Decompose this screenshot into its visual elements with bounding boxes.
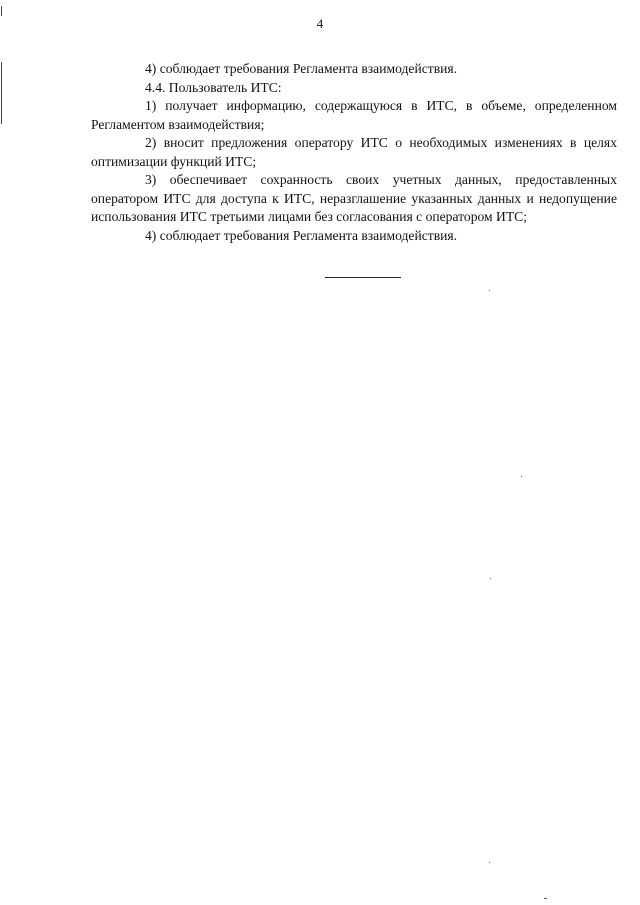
scan-artifact-dot	[490, 578, 491, 579]
document-body	[91, 60, 617, 245]
paragraph-item-4-compliance: 4) соблюдает требования Регламента взаимодействия.	[145, 61, 458, 76]
scan-artifact-left-top	[1, 6, 2, 16]
end-divider-line	[325, 277, 401, 278]
scan-artifact-dot	[521, 476, 522, 477]
paragraph-item-2-proposals: 2) вносит предложения оператору ИТС о необходимых изменениях в целях оптимизации функций ИТС;	[91, 135, 617, 169]
scan-artifact-dot	[489, 290, 490, 291]
scan-artifact-left-mid	[1, 62, 2, 124]
scan-artifact-dot	[489, 862, 490, 863]
paragraph-item-4-compliance-final: 4) соблюдает требования Регламента взаимодействия.	[145, 227, 458, 243]
scan-artifact-dot	[544, 898, 547, 899]
page-number: 4	[316, 16, 324, 31]
paragraph-item-1-receives-info: 1) получает информацию, содержащуюся в ИТС, в объеме, определенном Регламентом взаимодействия;	[91, 98, 617, 132]
section-heading-4-4: 4.4. Пользователь ИТС:	[145, 79, 282, 95]
paragraph-item-3-credentials: 3) обеспечивает сохранность своих учетных данных, предоставленных оператором ИТС для доступа к ИТС, неразглашение указанных данных и недопущение использования ИТС третьими лицами без согласования с оператором ИТС;	[91, 172, 617, 224]
